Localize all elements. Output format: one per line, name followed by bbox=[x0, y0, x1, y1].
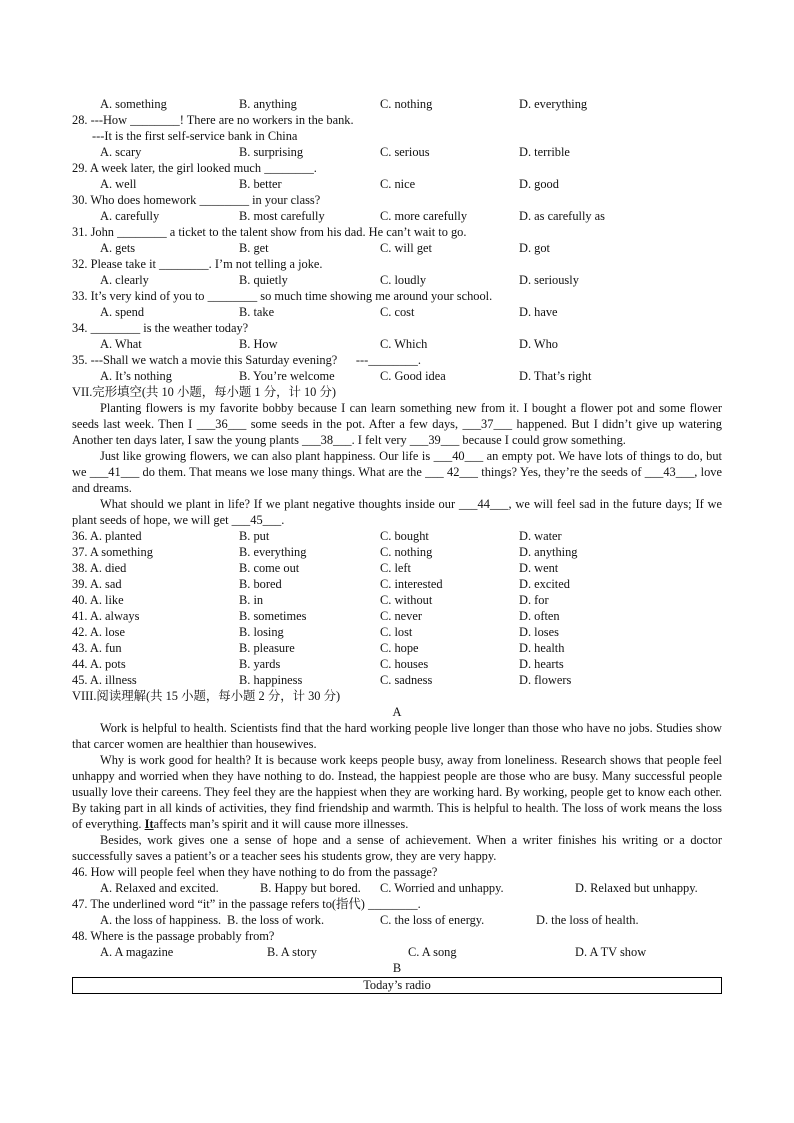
passage-b-label: B bbox=[392, 961, 402, 975]
option-d[interactable]: D. terrible bbox=[519, 145, 570, 159]
option-b[interactable]: B. happiness bbox=[239, 673, 303, 687]
q28-options bbox=[72, 144, 722, 160]
q47-stem: 47. The underlined word “it” in the passage refers to(指代) ________. bbox=[72, 897, 421, 911]
option-d[interactable]: D. anything bbox=[519, 545, 578, 559]
option-b[interactable]: B. most carefully bbox=[239, 209, 325, 223]
cloze-options-40 bbox=[72, 592, 722, 608]
option-c[interactable]: C. cost bbox=[380, 305, 415, 319]
option-b[interactable]: B. quietly bbox=[239, 273, 288, 287]
option-d[interactable]: D. everything bbox=[519, 97, 588, 111]
option-b[interactable]: B. bored bbox=[239, 577, 282, 591]
option-d[interactable]: D. went bbox=[519, 561, 559, 575]
option-c[interactable]: C. will get bbox=[380, 241, 432, 255]
section-heading-cloze: VII.完形填空(共 10 小题，每小题 1 分，计 10 分) bbox=[72, 385, 336, 399]
option-c[interactable]: C. nice bbox=[380, 177, 416, 191]
reading-paragraph-1: Work is helpful to health. Scientists find that the hard working people live longer than those who have no jobs. Studies show that carcer women are healthier than housewives. bbox=[72, 721, 722, 751]
passage-a-label: A bbox=[392, 705, 402, 719]
option-d[interactable]: D. for bbox=[519, 593, 549, 607]
option-b[interactable]: B. in bbox=[239, 593, 264, 607]
option-d[interactable]: D. often bbox=[519, 609, 560, 623]
option-d[interactable]: D. have bbox=[519, 305, 558, 319]
option-c[interactable]: C. Worried and unhappy. bbox=[380, 881, 504, 895]
option-a[interactable]: A. the loss of happiness. bbox=[100, 913, 222, 927]
option-d[interactable]: D. good bbox=[519, 177, 559, 191]
cloze-options-41 bbox=[72, 608, 722, 624]
option-b[interactable]: B. You’re welcome bbox=[239, 369, 335, 383]
option-b[interactable]: B. everything bbox=[239, 545, 307, 559]
q35-stem: 35. ---Shall we watch a movie this Saturday evening? ---________. bbox=[72, 353, 421, 367]
option-d[interactable]: D. Relaxed but unhappy. bbox=[575, 881, 698, 895]
q34-stem: 34. ________ is the weather today? bbox=[72, 321, 249, 335]
option-a[interactable]: A. scary bbox=[100, 145, 142, 159]
option-b[interactable]: B. come out bbox=[239, 561, 300, 575]
q47-options bbox=[72, 912, 722, 928]
option-d[interactable]: D. the loss of health. bbox=[536, 913, 639, 927]
q30-stem: 30. Who does homework ________ in your class? bbox=[72, 193, 321, 207]
section-heading-reading: VIII.阅读理解(共 15 小题，每小题 2 分，计 30 分) bbox=[72, 689, 341, 703]
cloze-options-44 bbox=[72, 656, 722, 672]
q29-stem: 29. A week later, the girl looked much ________. bbox=[72, 161, 317, 175]
q48-options bbox=[72, 944, 722, 960]
option-b[interactable]: B. How bbox=[239, 337, 278, 351]
option-c[interactable]: C. serious bbox=[380, 145, 430, 159]
option-c[interactable]: C. nothing bbox=[380, 97, 433, 111]
option-d[interactable]: D. flowers bbox=[519, 673, 572, 687]
option-a[interactable]: A. It’s nothing bbox=[100, 369, 172, 383]
option-a[interactable]: 44. A. pots bbox=[72, 657, 126, 671]
option-a[interactable]: A. A magazine bbox=[100, 945, 174, 959]
option-d[interactable]: D. got bbox=[519, 241, 550, 255]
q48-stem: 48. Where is the passage probably from? bbox=[72, 929, 275, 943]
radio-table-title: Today’s radio bbox=[72, 977, 722, 994]
exam-page bbox=[72, 96, 722, 994]
option-c[interactable]: C. bought bbox=[380, 529, 429, 543]
option-c[interactable]: C. left bbox=[380, 561, 411, 575]
option-d[interactable]: D. health bbox=[519, 641, 565, 655]
reading-paragraph-2-tail: affects man’s spirit and it will cause more illnesses. bbox=[153, 817, 409, 831]
option-a[interactable]: A. gets bbox=[100, 241, 136, 255]
cloze-options-38 bbox=[72, 560, 722, 576]
option-d[interactable]: D. excited bbox=[519, 577, 570, 591]
q28-stem: 28. ---How ________! There are no workers in the bank. bbox=[72, 113, 354, 127]
cloze-options-37 bbox=[72, 544, 722, 560]
option-c[interactable]: C. hope bbox=[380, 641, 419, 655]
cloze-options-39 bbox=[72, 576, 722, 592]
option-a[interactable]: 45. A. illness bbox=[72, 673, 137, 687]
cloze-paragraph-1: Planting flowers is my favorite bobby because I can learn something new from it. I bought a flower pot and some flower seeds last week. Then I ___36___ some seeds in the pot. After a few days, ___37___ happened. But I didn’t give up watering Another ten days later, I saw the young plants ___38___. I felt very ___39___ because I could grow something. bbox=[72, 401, 722, 447]
option-a[interactable]: A. something bbox=[100, 97, 167, 111]
option-c[interactable]: C. A song bbox=[408, 945, 457, 959]
cloze-options-43 bbox=[72, 640, 722, 656]
cloze-options-36 bbox=[72, 528, 722, 544]
option-c[interactable]: C. Good idea bbox=[380, 369, 446, 383]
option-a[interactable]: 40. A. like bbox=[72, 593, 124, 607]
reading-paragraph-2 bbox=[72, 752, 722, 832]
option-a[interactable]: A. spend bbox=[100, 305, 145, 319]
q27-options bbox=[72, 96, 722, 112]
q33-stem: 33. It’s very kind of you to ________ so much time showing me around your school. bbox=[72, 289, 493, 303]
option-a[interactable]: 36. A. planted bbox=[72, 529, 142, 543]
q34-options bbox=[72, 336, 722, 352]
cloze-paragraph-3: What should we plant in life? If we plant negative thoughts inside our ___44___, we will feel sad in the future days; If we plant seeds of hope, we will get ___45___. bbox=[72, 497, 722, 527]
option-c[interactable]: C. without bbox=[380, 593, 433, 607]
q32-options bbox=[72, 272, 722, 288]
q35-options bbox=[72, 368, 722, 384]
q46-stem: 46. How will people feel when they have nothing to do from the passage? bbox=[72, 865, 438, 879]
option-d[interactable]: D. loses bbox=[519, 625, 559, 639]
option-d[interactable]: D. That’s right bbox=[519, 369, 592, 383]
option-b[interactable]: B. Happy but bored. bbox=[260, 881, 361, 895]
option-a[interactable]: 43. A. fun bbox=[72, 641, 122, 655]
option-b[interactable]: B. the loss of work. bbox=[227, 913, 325, 927]
q32-stem: 32. Please take it ________. I’m not telling a joke. bbox=[72, 257, 323, 271]
option-d[interactable]: D. seriously bbox=[519, 273, 579, 287]
option-a[interactable]: A. well bbox=[100, 177, 137, 191]
option-a[interactable]: 42. A. lose bbox=[72, 625, 126, 639]
option-b[interactable]: B. better bbox=[239, 177, 282, 191]
option-d[interactable]: D. hearts bbox=[519, 657, 564, 671]
option-c[interactable]: C. Which bbox=[380, 337, 428, 351]
option-d[interactable]: D. Who bbox=[519, 337, 559, 351]
option-a[interactable]: 37. A something bbox=[72, 545, 153, 559]
q31-options bbox=[72, 240, 722, 256]
option-c[interactable]: C. interested bbox=[380, 577, 443, 591]
q31-stem: 31. John ________ a ticket to the talent show from his dad. He can’t wait to go. bbox=[72, 225, 467, 239]
option-c[interactable]: C. nothing bbox=[380, 545, 433, 559]
underlined-word-it: It bbox=[144, 817, 154, 831]
option-b[interactable]: B. anything bbox=[239, 97, 297, 111]
option-b[interactable]: B. yards bbox=[239, 657, 281, 671]
q30-options bbox=[72, 208, 722, 224]
option-d[interactable]: D. water bbox=[519, 529, 562, 543]
option-a[interactable]: 41. A. always bbox=[72, 609, 140, 623]
option-b[interactable]: B. take bbox=[239, 305, 275, 319]
q29-options bbox=[72, 176, 722, 192]
option-c[interactable]: C. sadness bbox=[380, 673, 433, 687]
cloze-options-42 bbox=[72, 624, 722, 640]
option-c[interactable]: C. the loss of energy. bbox=[380, 913, 485, 927]
option-b[interactable]: B. get bbox=[239, 241, 269, 255]
option-b[interactable]: B. put bbox=[239, 529, 270, 543]
option-a[interactable]: A. carefully bbox=[100, 209, 160, 223]
cloze-options-45 bbox=[72, 672, 722, 688]
reading-paragraph-2-text: Why is work good for health? It is because work keeps people busy, away from loneliness. Research shows that people feel unhappy and worried when they have nothing to do. Instead, the happiest people are those who are busy. Many successful people usually love their careens. They feel they are the happiest when they are working hard. By working, people get to know each other. By taking part in all kinds of activities, they find friendship and warmth. This is helpful to health. The loss of work means the loss of everything. bbox=[72, 753, 722, 831]
option-c[interactable]: C. never bbox=[380, 609, 422, 623]
option-b[interactable]: B. surprising bbox=[239, 145, 304, 159]
reading-paragraph-3: Besides, work gives one a sense of hope and a sense of achievement. When a writer finishes his writing or a doctor successfully saves a patient’s or a teacher sees his students grow, they are very happy. bbox=[72, 833, 722, 863]
option-c[interactable]: C. more carefully bbox=[380, 209, 468, 223]
option-b[interactable]: B. losing bbox=[239, 625, 284, 639]
option-b[interactable]: B. A story bbox=[267, 945, 317, 959]
option-c[interactable]: C. loudly bbox=[380, 273, 427, 287]
option-a[interactable]: A. Relaxed and excited. bbox=[100, 881, 219, 895]
cloze-paragraph-2: Just like growing flowers, we can also plant happiness. Our life is ___40___ an empty pot. We have lots of things to do, but we ___41___ do them. That means we lose many things. What are the ___ 42___ things? Yes, they’re the seeds of ___43___, love and dreams. bbox=[72, 449, 722, 495]
option-d[interactable]: D. A TV show bbox=[575, 945, 647, 959]
option-b[interactable]: B. sometimes bbox=[239, 609, 307, 623]
q46-options bbox=[72, 880, 722, 896]
option-b[interactable]: B. pleasure bbox=[239, 641, 295, 655]
option-a[interactable]: 38. A. died bbox=[72, 561, 127, 575]
q33-options bbox=[72, 304, 722, 320]
option-a[interactable]: A. clearly bbox=[100, 273, 149, 287]
option-a[interactable]: 39. A. sad bbox=[72, 577, 122, 591]
option-c[interactable]: C. lost bbox=[380, 625, 413, 639]
option-a[interactable]: A. What bbox=[100, 337, 142, 351]
q28-stem-reply: ---It is the first self-service bank in China bbox=[92, 129, 298, 143]
option-d[interactable]: D. as carefully as bbox=[519, 209, 606, 223]
option-c[interactable]: C. houses bbox=[380, 657, 429, 671]
